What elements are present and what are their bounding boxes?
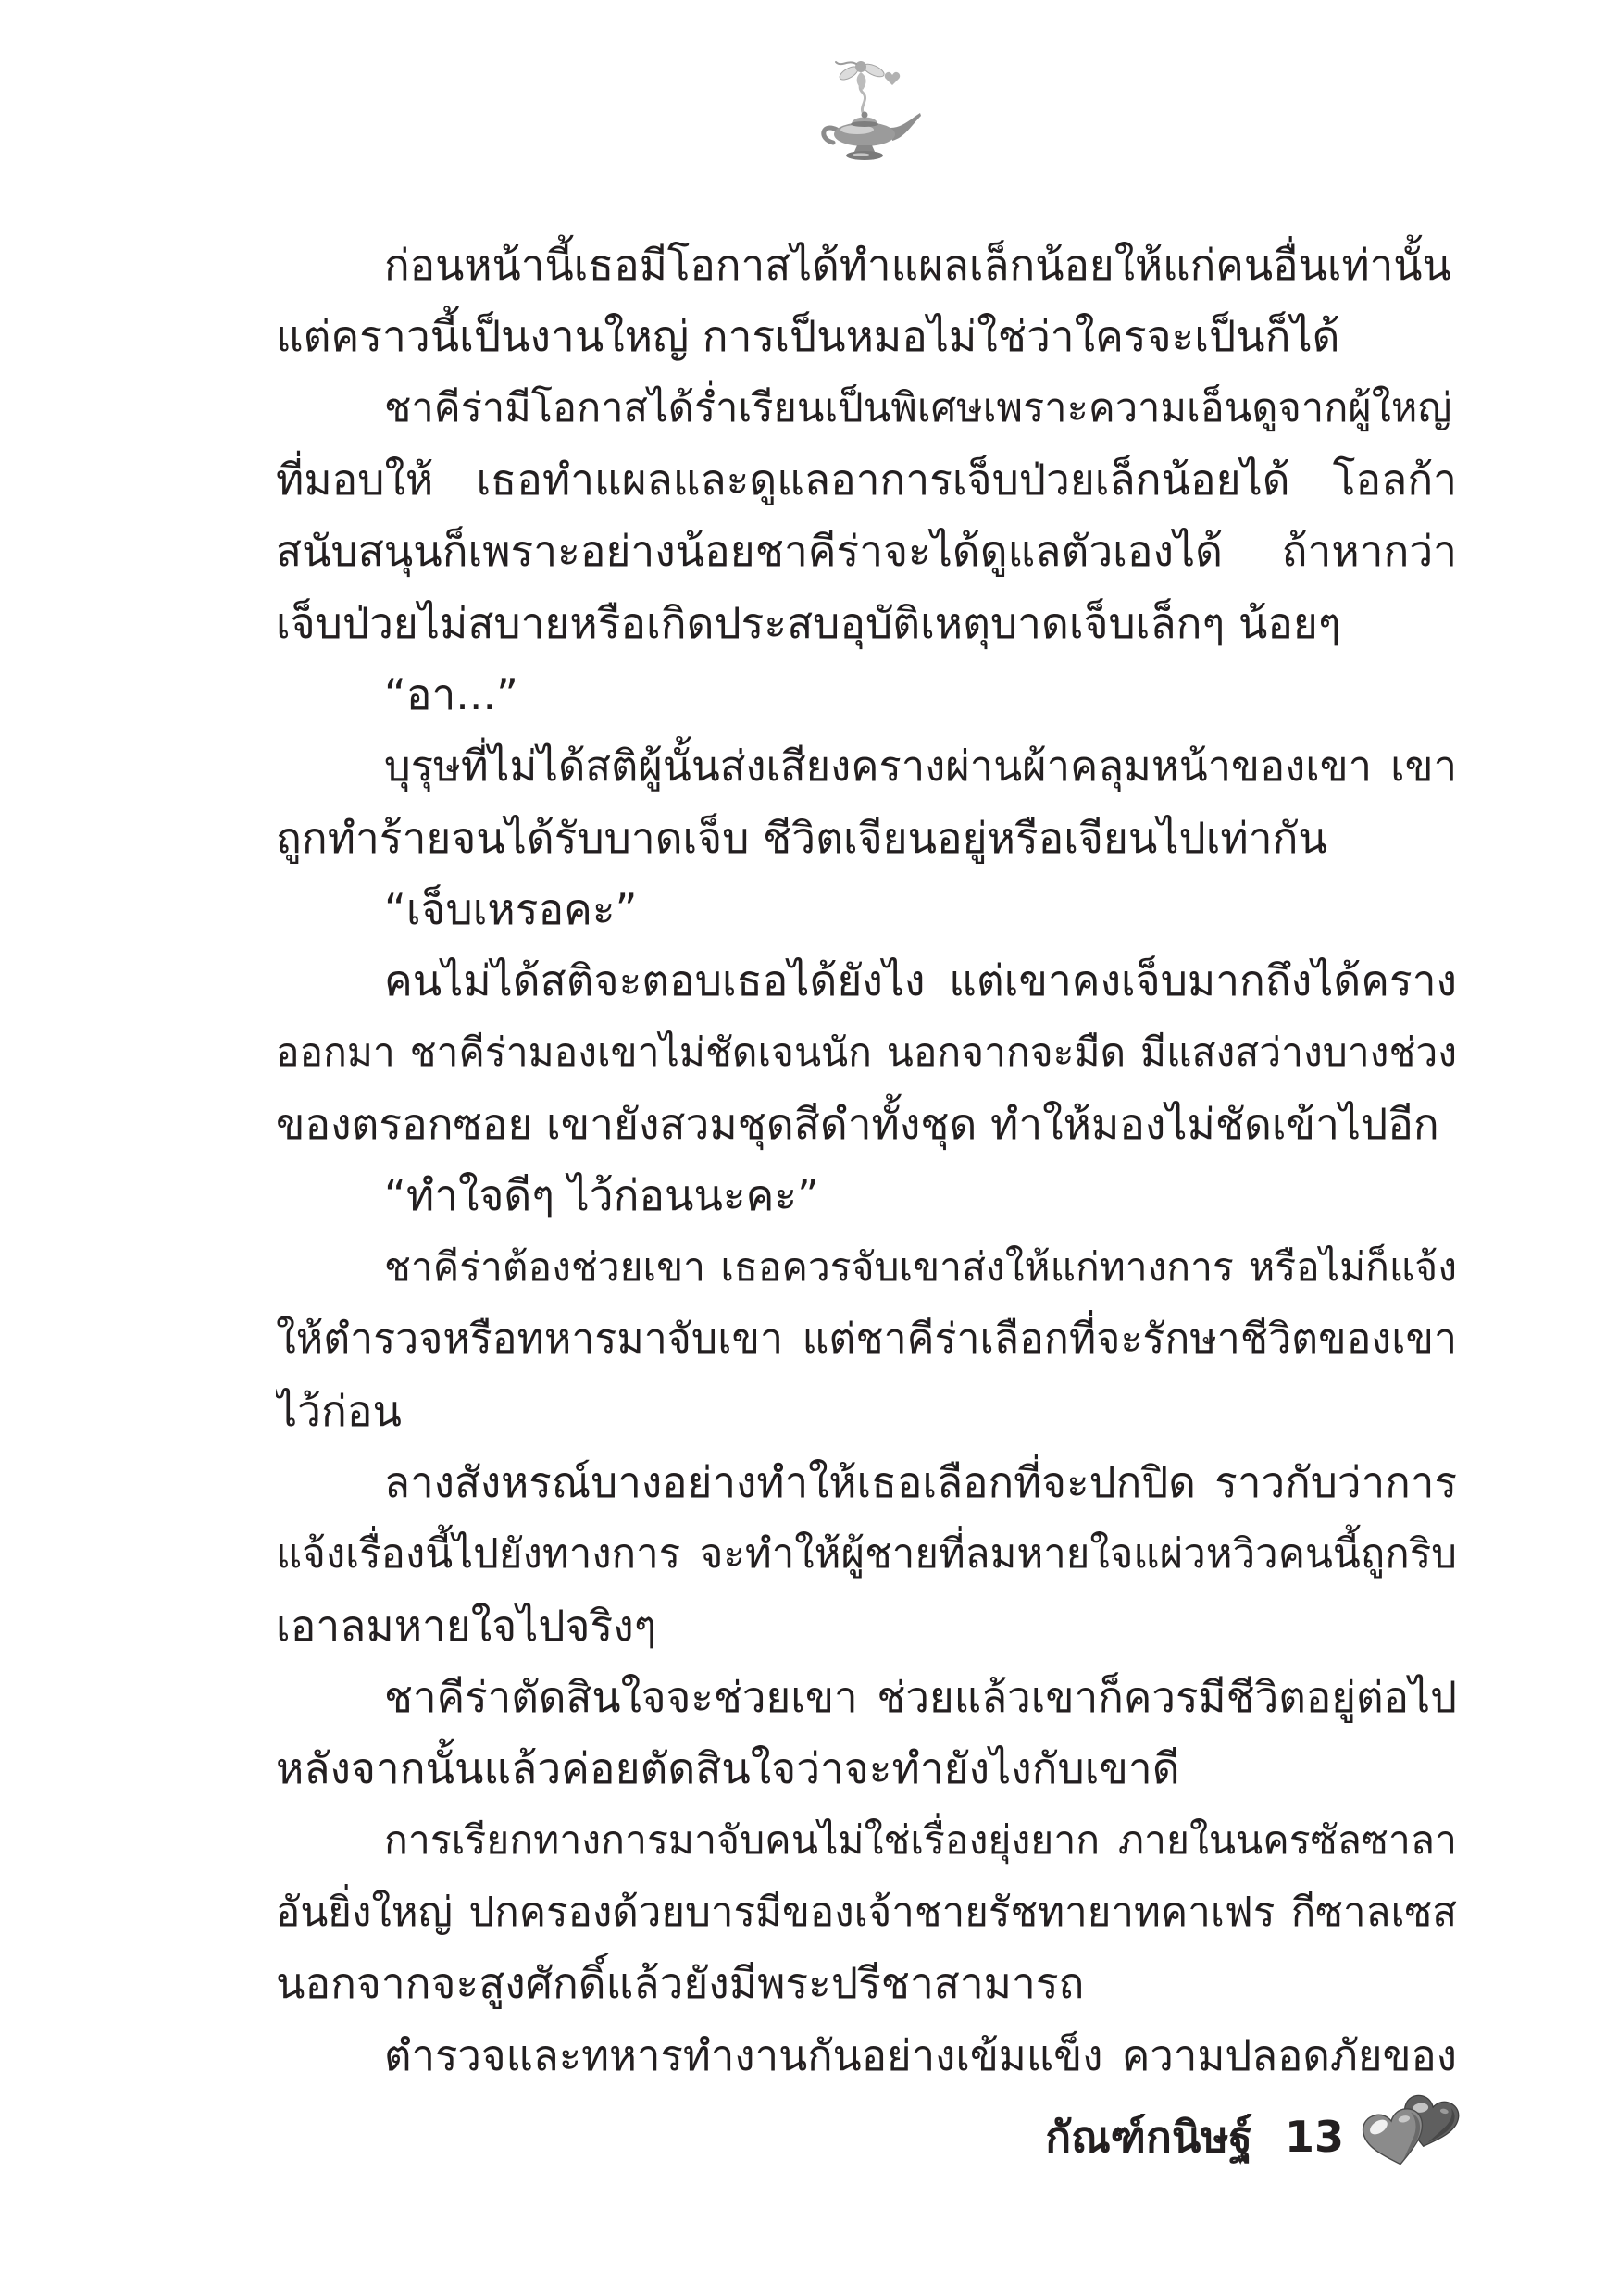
- text-line: ตำรวจและทหารทำงานกันอย่างเข้มแข็ง ความปลอดภัยของ: [384, 2030, 1457, 2080]
- text-line: แจ้งเรื่องนี้ไปยังทางการ จะทำให้ผู้ชายที่ลมหายใจแผ่วหวิวคนนี้ถูกริบ: [276, 1530, 1457, 1578]
- paragraph: [276, 373, 1457, 659]
- page-number: 13: [1284, 2112, 1344, 2162]
- text-line: ที่มอบให้ เธอทำแผลและดูแลอาการเจ็บป่วยเล็กน้อยได้ โอลก้า: [276, 455, 1457, 505]
- paragraph: [276, 1232, 1457, 1447]
- paragraph: [276, 1662, 1457, 1805]
- text-line: “อา...”: [384, 669, 518, 720]
- text-line: ถูกทำร้ายจนได้รับบาดเจ็บ ชีวิตเจียนอยู่หรือเจียนไปเท่ากัน: [276, 812, 1327, 863]
- text-line: นอกจากจะสูงศักดิ์แล้วยังมีพระปรีชาสามารถ: [276, 1958, 1085, 2009]
- text-line: ออกมา ชาคีร่ามองเขาไม่ชัดเจนนัก นอกจากจะมืด มีแสงสว่างบางช่วง: [276, 1029, 1457, 1076]
- text-line: ลางสังหรณ์บางอย่างทำให้เธอเลือกที่จะปกปิด ราวกับว่าการ: [384, 1457, 1457, 1507]
- paragraph: [276, 1447, 1457, 1662]
- page-footer: [1045, 2104, 1344, 2169]
- text-line: บุรุษที่ไม่ได้สติผู้นั้นส่งเสียงครางผ่านผ้าคลุมหน้าของเขา เขา: [384, 742, 1457, 792]
- text-line: ชาคีร่ามีโอกาสได้ร่ำเรียนเป็นพิเศษเพราะความเอ็นดูจากผู้ใหญ่: [384, 384, 1452, 431]
- text-line: “ทำใจดีๆ ไว้ก่อนนะคะ”: [384, 1170, 819, 1221]
- text-line: ไว้ก่อน: [276, 1385, 402, 1436]
- text-line: หลังจากนั้นแล้วค่อยตัดสินใจว่าจะทำยังไงกับเขาดี: [276, 1743, 1180, 1794]
- text-line: การเรียกทางการมาจับคนไม่ใช่เรื่องยุ่งยาก ภายในนครซัลซาลา: [384, 1816, 1457, 1864]
- genie-lamp-icon: [809, 54, 924, 167]
- paragraph: [276, 2020, 1457, 2091]
- paragraph: [276, 945, 1457, 1160]
- text-line: อันยิ่งใหญ่ ปกครองด้วยบารมีของเจ้าชายรัชทายาทคาเฟร กีซาลเซส: [276, 1888, 1457, 1936]
- text-line: ให้ตำรวจหรือทหารมาจับเขา แต่ชาคีร่าเลือกที่จะรักษาชีวิตของเขา: [276, 1315, 1457, 1364]
- text-line: ชาคีร่าตัดสินใจจะช่วยเขา ช่วยแล้วเขาก็ควรมีชีวิตอยู่ต่อไป: [384, 1672, 1457, 1722]
- running-title: กัณฑ์กนิษฐ์: [1045, 2112, 1252, 2162]
- dialogue-paragraph: [276, 1160, 1457, 1231]
- text-line: ก่อนหน้านี้เธอมีโอกาสได้ทำแผลเล็กน้อยให้แก่คนอื่นเท่านั้น: [384, 241, 1451, 290]
- text-line: คนไม่ได้สติจะตอบเธอได้ยังไง แต่เขาคงเจ็บมากถึงได้คราง: [384, 955, 1457, 1006]
- paragraph: [276, 730, 1457, 874]
- text-line: เจ็บป่วยไม่สบายหรือเกิดประสบอุบัติเหตุบาดเจ็บเล็กๆ น้อยๆ: [276, 597, 1341, 648]
- dialogue-paragraph: [276, 874, 1457, 945]
- hearts-icon: [1361, 2094, 1462, 2177]
- text-line: “เจ็บเหรอคะ”: [384, 884, 638, 935]
- text-line: สนับสนุนก็เพราะอย่างน้อยชาคีร่าจะได้ดูแลตัวเองได้ ถ้าหากว่า: [276, 526, 1457, 577]
- text-line: ของตรอกซอย เขายังสวมชุดสีดำทั้งชุด ทำให้มองไม่ชัดเข้าไปอีก: [276, 1099, 1439, 1150]
- dialogue-paragraph: [276, 659, 1457, 730]
- text-line: แต่คราวนี้เป็นงานใหญ่ การเป็นหมอไม่ใช่ว่าใครจะเป็นก็ได้: [276, 311, 1340, 362]
- text-line: ชาคีร่าต้องช่วยเขา เธอควรจับเขาส่งให้แก่ทางการ หรือไม่ก็แจ้ง: [384, 1244, 1457, 1291]
- body-text: [276, 230, 1457, 2091]
- paragraph: [276, 1805, 1457, 2020]
- paragraph: [276, 230, 1457, 373]
- text-line: เอาลมหายใจไปจริงๆ: [276, 1600, 657, 1651]
